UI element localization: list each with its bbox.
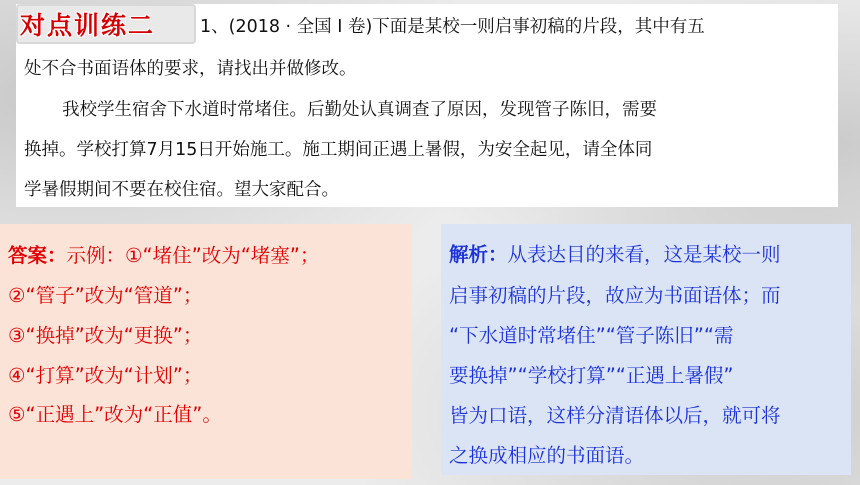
analysis-label: 解析： (449, 243, 508, 266)
section-tag-label: 对点训练二 (20, 11, 156, 40)
analysis-line: 皆为口语，这样分清语体以后，就可将 (449, 404, 781, 427)
analysis-first-text: 从表达目的来看，这是某校一则 (507, 243, 781, 266)
question-line: 1、(2018 · 全国 Ⅰ 卷)下面是某校一则启事初稿的片段，其中有五 (200, 17, 705, 37)
answer-line: ②“管子”改为“管道”； (8, 284, 203, 307)
question-box (16, 4, 838, 207)
question-line: 处不合书面语体的要求，请找出并做修改。 (24, 59, 357, 79)
answer-first-text: 示例：①“堵住”改为“堵塞”； (66, 244, 320, 267)
analysis-line: 之换成相应的书面语。 (449, 444, 645, 467)
analysis-line (449, 239, 781, 267)
answer-line (8, 240, 319, 268)
answer-label: 答案： (8, 244, 67, 267)
answer-line: ④“打算”改为“计划”； (8, 364, 203, 387)
answer-line: ③“换掉”改为“更换”； (8, 324, 203, 347)
analysis-line: 启事初稿的片段，故应为书面语体；而 (449, 284, 781, 307)
question-line: 换掉。学校打算7月15日开始施工。施工期间正遇上暑假，为安全起见，请全体同 (24, 140, 653, 160)
analysis-box (441, 224, 851, 475)
section-tag (16, 4, 196, 44)
question-line: 学暑假期间不要在校住宿。望大家配合。 (24, 180, 339, 200)
analysis-line: “下水道时常堵住”“管子陈旧”“需 (449, 324, 734, 347)
analysis-line: 要换掉”“学校打算”“正遇上暑假” (449, 364, 734, 387)
answer-box (0, 224, 412, 479)
question-line: 我校学生宿舍下水道时常堵住。后勤处认真调查了原因，发现管子陈旧，需要 (62, 100, 657, 120)
answer-line: ⑤“正遇上”改为“正值”。 (8, 403, 222, 426)
